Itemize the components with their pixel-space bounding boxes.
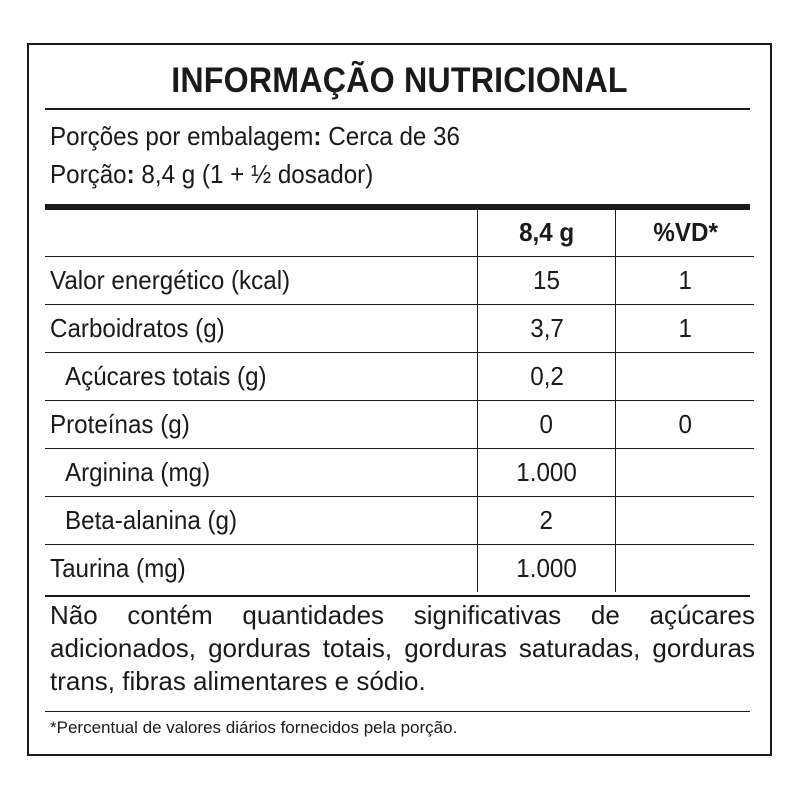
nutrient-name-cell <box>45 401 477 449</box>
table-header-row <box>45 209 754 257</box>
nutrient-name-cell <box>45 257 477 305</box>
footer-divider <box>45 595 750 597</box>
nutrient-amount: 1.000 <box>516 553 577 583</box>
nutrient-amount-cell <box>477 497 616 545</box>
nutrient-amount-cell <box>477 353 616 401</box>
nutrient-name-cell <box>45 305 477 353</box>
table-row <box>45 401 754 449</box>
portion-label: Porção <box>50 159 127 189</box>
nutrient-amount: 0 <box>539 409 554 439</box>
header-amount-text: 8,4 g <box>519 217 575 247</box>
header-blank-cell <box>45 209 477 257</box>
nutrient-name-cell <box>45 353 477 401</box>
portion-colon: : <box>126 159 135 189</box>
nutrient-daily-value: 1 <box>678 265 692 295</box>
nutrient-amount-cell <box>477 545 616 593</box>
nutrition-table <box>45 209 754 592</box>
daily-value-footnote: *Percentual de valores diários fornecidos pela porção. <box>50 718 458 737</box>
table-row <box>45 545 754 593</box>
nutrient-amount-cell <box>477 305 616 353</box>
header-dv-text: %VD* <box>652 217 718 247</box>
table-row <box>45 497 754 545</box>
nutrient-name: Taurina (mg) <box>50 553 186 583</box>
nutrient-name: Valor energético (kcal) <box>50 265 291 295</box>
nutrient-amount-cell <box>477 401 616 449</box>
nutrient-daily-value-cell <box>616 305 754 353</box>
servings-colon: : <box>313 121 322 151</box>
header-daily-value <box>616 209 754 257</box>
nutrient-name-cell <box>45 497 477 545</box>
nutrient-name: Arginina (mg) <box>65 457 211 487</box>
nutrient-amount-cell <box>477 449 616 497</box>
nutrient-daily-value-cell <box>616 545 754 593</box>
nutrition-table-body <box>45 209 754 592</box>
nutrient-name-cell <box>45 449 477 497</box>
nutrient-daily-value: 1 <box>678 313 692 343</box>
nutrient-daily-value-cell <box>616 353 754 401</box>
nutrient-amount: 0,2 <box>529 361 564 391</box>
nutrient-daily-value: 0 <box>678 409 692 439</box>
nutrient-daily-value-cell <box>616 449 754 497</box>
portion-value: 8,4 g (1 + ½ dosador) <box>141 159 374 189</box>
servings-per-package-value: Cerca de 36 <box>328 121 460 151</box>
table-row <box>45 257 754 305</box>
nutrient-amount: 15 <box>533 265 561 295</box>
panel-title: INFORMAÇÃO NUTRICIONAL <box>171 61 628 100</box>
footer-statement: Não contém quantidades significativas de açúcares adicionados, gorduras totais, gorduras saturadas, gorduras trans, fibras alimentares e sódio. <box>50 600 755 696</box>
nutrient-amount: 3,7 <box>529 313 564 343</box>
nutrition-facts-panel <box>27 43 772 756</box>
nutrient-amount: 1.000 <box>516 457 577 487</box>
nutrient-daily-value-cell <box>616 257 754 305</box>
nutrient-name: Proteínas (g) <box>50 409 190 439</box>
table-row <box>45 449 754 497</box>
nutrient-name: Açúcares totais (g) <box>65 361 267 391</box>
nutrient-name: Carboidratos (g) <box>50 313 225 343</box>
servings-per-package <box>50 121 460 152</box>
portion-size <box>50 159 373 190</box>
nutrient-name: Beta-alanina (g) <box>65 505 238 535</box>
footnote-divider <box>45 711 750 712</box>
nutrient-amount: 2 <box>539 505 554 535</box>
nutrient-daily-value-cell <box>616 401 754 449</box>
table-row <box>45 353 754 401</box>
nutrient-name-cell <box>45 545 477 593</box>
nutrient-daily-value-cell <box>616 497 754 545</box>
title-divider <box>45 108 750 110</box>
table-row <box>45 305 754 353</box>
header-amount <box>477 209 616 257</box>
nutrient-amount-cell <box>477 257 616 305</box>
servings-per-package-label: Porções por embalagem <box>50 121 314 151</box>
